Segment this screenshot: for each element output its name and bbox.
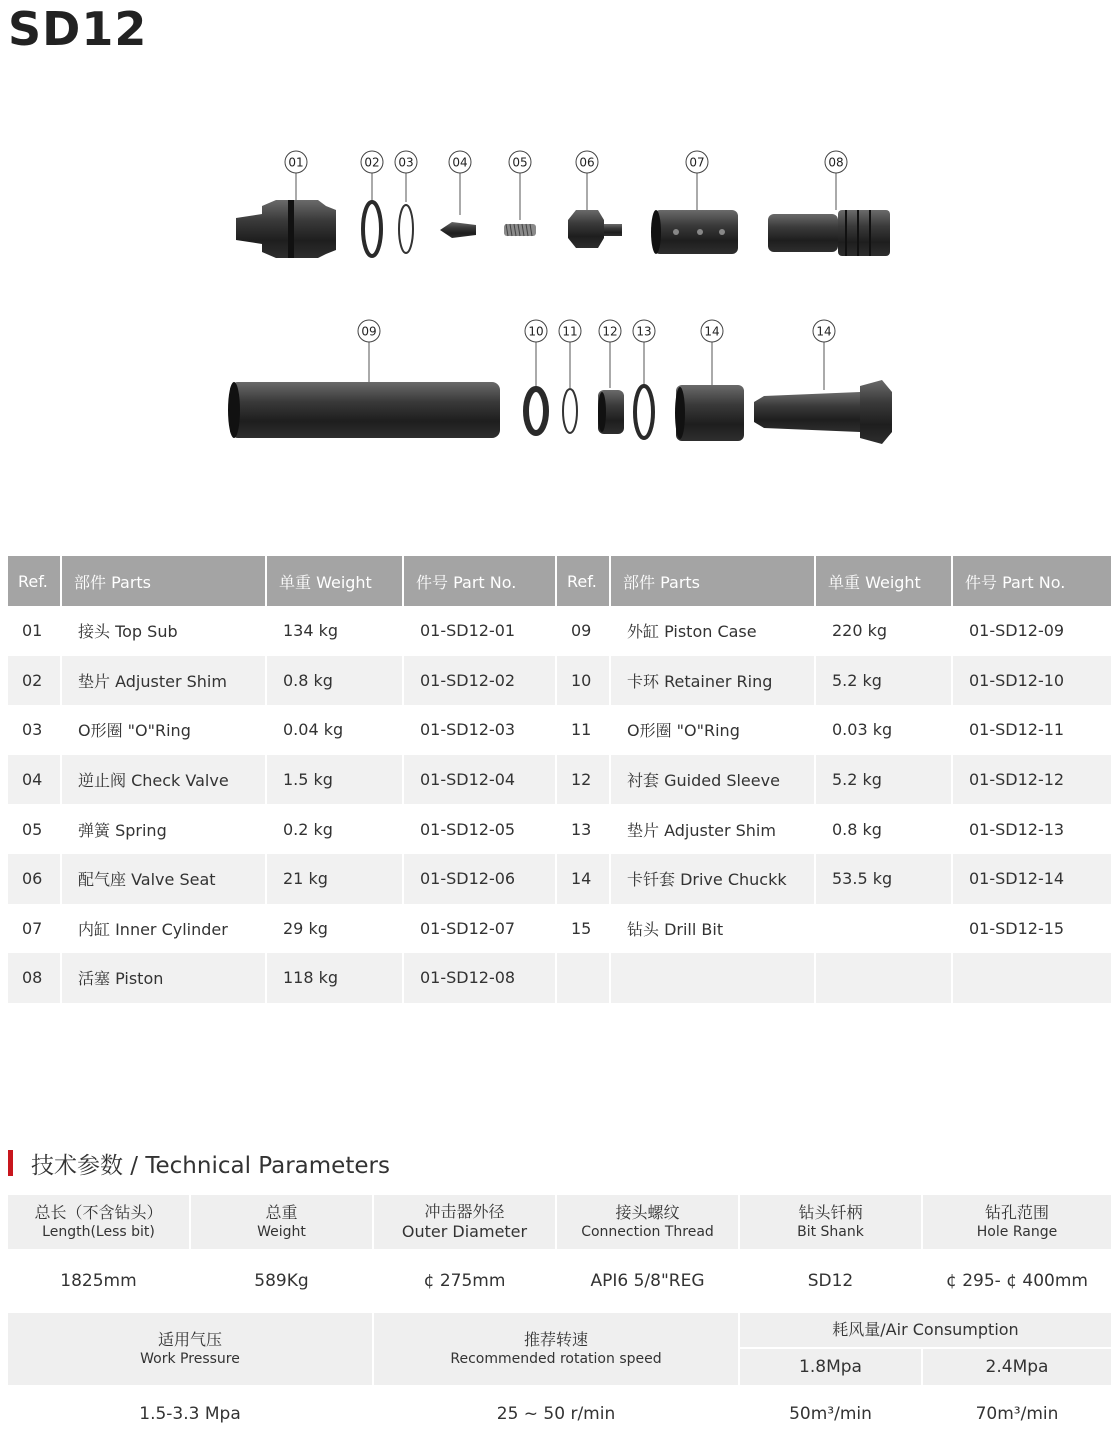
cell-part: O形圈 "O"Ring [62,705,267,755]
cell-ref: 10 [557,656,611,706]
cell-weight: 220 kg [816,606,953,656]
callout-12: 12 [602,324,618,339]
cell-part-no: 01-SD12-13 [953,804,1113,854]
cell-weight [816,904,953,954]
header-part-no: 件号 Part No. [953,556,1113,606]
tech-value-row [8,1251,1113,1313]
tech-label-air-consumption: 耗风量/Air Consumption [740,1313,1113,1349]
callout-14b: 14 [816,324,832,339]
tech-label-rotation-speed: 推荐转速 Recommended rotation speed [374,1313,740,1387]
callout-04: 04 [452,155,468,170]
tech-label-bit-shank: 钻头钎柄 Bit Shank [740,1195,923,1251]
cell-part: 垫片 Adjuster Shim [611,804,816,854]
header-parts: 部件 Parts [62,556,267,606]
part-guided-sleeve [598,390,624,434]
cell-part: 卡钎套 Drive Chuckk [611,854,816,904]
part-o-ring-11 [563,389,577,433]
table-row [8,804,1113,854]
cell-part: 外缸 Piston Case [611,606,816,656]
cell-weight: 53.5 kg [816,854,953,904]
cell-part: 活塞 Piston [62,953,267,1003]
tech-value-weight: 589Kg [191,1251,374,1313]
callout-14a: 14 [704,324,720,339]
callout-02: 02 [364,155,380,170]
cell-part-no: 01-SD12-02 [404,656,557,706]
cell-ref: 04 [8,755,62,805]
cell-part-no: 01-SD12-12 [953,755,1113,805]
part-piston [768,210,890,256]
cell-weight: 0.04 kg [267,705,404,755]
part-top-sub [236,200,336,258]
cell-part-no: 01-SD12-08 [404,953,557,1003]
cell-ref: 03 [8,705,62,755]
cell-ref: 02 [8,656,62,706]
cell-weight: 0.2 kg [267,804,404,854]
table-row [8,953,1113,1003]
table-row [8,656,1113,706]
tech-value-work-pressure: 1.5-3.3 Mpa [8,1387,374,1443]
part-adjuster-shim-02 [363,202,381,256]
parts-table-header [8,556,1113,606]
cell-ref: 13 [557,804,611,854]
part-adjuster-shim-13 [635,386,653,438]
tech-label-outer-diameter: 冲击器外径 Outer Diameter [374,1195,557,1251]
tech-section-heading [8,1148,390,1178]
tech-value-bit-shank: SD12 [740,1251,923,1313]
cell-part-no: 01-SD12-10 [953,656,1113,706]
cell-part-no: 01-SD12-11 [953,705,1113,755]
exploded-parts-diagram [0,140,1120,460]
cell-part: 接头 Top Sub [62,606,267,656]
cell-weight: 0.03 kg [816,705,953,755]
tech-air-pressure-2: 2.4Mpa [923,1349,1113,1387]
callout-06: 06 [579,155,595,170]
callout-10: 10 [528,324,544,339]
callout-09: 09 [361,324,377,339]
cell-part: 弹簧 Spring [62,804,267,854]
header-weight: 单重 Weight [267,556,404,606]
tech-value-length: 1825mm [8,1251,191,1313]
part-drive-chuck [675,385,744,441]
cell-part-no: 01-SD12-06 [404,854,557,904]
header-weight: 单重 Weight [816,556,953,606]
cell-weight: 134 kg [267,606,404,656]
header-part-no: 件号 Part No. [404,556,557,606]
cell-weight: 0.8 kg [816,804,953,854]
part-spring [504,224,536,236]
cell-part-no: 01-SD12-14 [953,854,1113,904]
callout-08: 08 [828,155,844,170]
callout-13: 13 [636,324,652,339]
cell-part-no: 01-SD12-09 [953,606,1113,656]
table-row [8,854,1113,904]
tech-value-row-2 [8,1387,1113,1443]
cell-part-no [953,953,1113,1003]
tech-value-air-2: 70m³/min [923,1387,1113,1443]
cell-part-no: 01-SD12-04 [404,755,557,805]
tech-label-length: 总长（不含钻头） Length(Less bit) [8,1195,191,1251]
tech-label-connection-thread: 接头螺纹 Connection Thread [557,1195,740,1251]
callout-01: 01 [288,155,304,170]
tech-value-outer-diameter: ¢ 275mm [374,1251,557,1313]
part-retainer-ring [526,389,546,433]
section-accent-bar [8,1150,13,1176]
cell-part-no: 01-SD12-01 [404,606,557,656]
cell-weight: 118 kg [267,953,404,1003]
cell-ref: 05 [8,804,62,854]
tech-air-pressure-1: 1.8Mpa [740,1349,923,1387]
table-row [8,705,1113,755]
cell-part: 钻头 Drill Bit [611,904,816,954]
tech-value-air-1: 50m³/min [740,1387,923,1443]
cell-part: 衬套 Guided Sleeve [611,755,816,805]
cell-part-no: 01-SD12-03 [404,705,557,755]
table-row [8,755,1113,805]
tech-label-work-pressure: 适用气压 Work Pressure [8,1313,374,1387]
cell-part: 配气座 Valve Seat [62,854,267,904]
parts-table [8,556,1113,1003]
cell-weight: 21 kg [267,854,404,904]
tech-value-rotation-speed: 25 ~ 50 r/min [374,1387,740,1443]
cell-part: 垫片 Adjuster Shim [62,656,267,706]
cell-weight: 0.8 kg [267,656,404,706]
cell-ref: 15 [557,904,611,954]
tech-header-row-2 [8,1313,1113,1349]
callout-03: 03 [398,155,414,170]
part-inner-cylinder [651,210,738,254]
tech-label-hole-range: 钻孔范围 Hole Range [923,1195,1113,1251]
header-parts: 部件 Parts [611,556,816,606]
table-row [8,606,1113,656]
table-row [8,904,1113,954]
cell-part: 逆止阀 Check Valve [62,755,267,805]
header-ref: Ref. [8,556,62,606]
cell-part: O形圈 "O"Ring [611,705,816,755]
callout-07: 07 [689,155,705,170]
callout-05: 05 [512,155,528,170]
cell-ref [557,953,611,1003]
part-valve-seat [568,210,622,248]
tech-header-row [8,1195,1113,1251]
tech-value-hole-range: ¢ 295- ¢ 400mm [923,1251,1113,1313]
cell-part-no: 01-SD12-15 [953,904,1113,954]
cell-ref: 12 [557,755,611,805]
cell-weight: 1.5 kg [267,755,404,805]
part-check-valve [440,222,476,238]
tech-value-connection-thread: API6 5/8"REG [557,1251,740,1313]
cell-ref: 06 [8,854,62,904]
cell-part: 内缸 Inner Cylinder [62,904,267,954]
page-title: SD12 [8,2,148,56]
cell-weight [816,953,953,1003]
callout-11: 11 [562,324,578,339]
cell-ref: 11 [557,705,611,755]
cell-weight: 5.2 kg [816,656,953,706]
cell-ref: 09 [557,606,611,656]
cell-part [611,953,816,1003]
part-piston-case [228,382,500,438]
cell-ref: 07 [8,904,62,954]
cell-weight: 5.2 kg [816,755,953,805]
cell-part: 卡环 Retainer Ring [611,656,816,706]
cell-weight: 29 kg [267,904,404,954]
cell-ref: 14 [557,854,611,904]
cell-part-no: 01-SD12-07 [404,904,557,954]
cell-ref: 01 [8,606,62,656]
tech-section-title: 技术参数 / Technical Parameters [31,1152,390,1179]
cell-ref: 08 [8,953,62,1003]
header-ref: Ref. [557,556,611,606]
part-o-ring-03 [399,205,413,253]
tech-label-weight: 总重 Weight [191,1195,374,1251]
part-drill-bit [754,380,892,444]
tech-params-table [8,1195,1113,1443]
cell-part-no: 01-SD12-05 [404,804,557,854]
